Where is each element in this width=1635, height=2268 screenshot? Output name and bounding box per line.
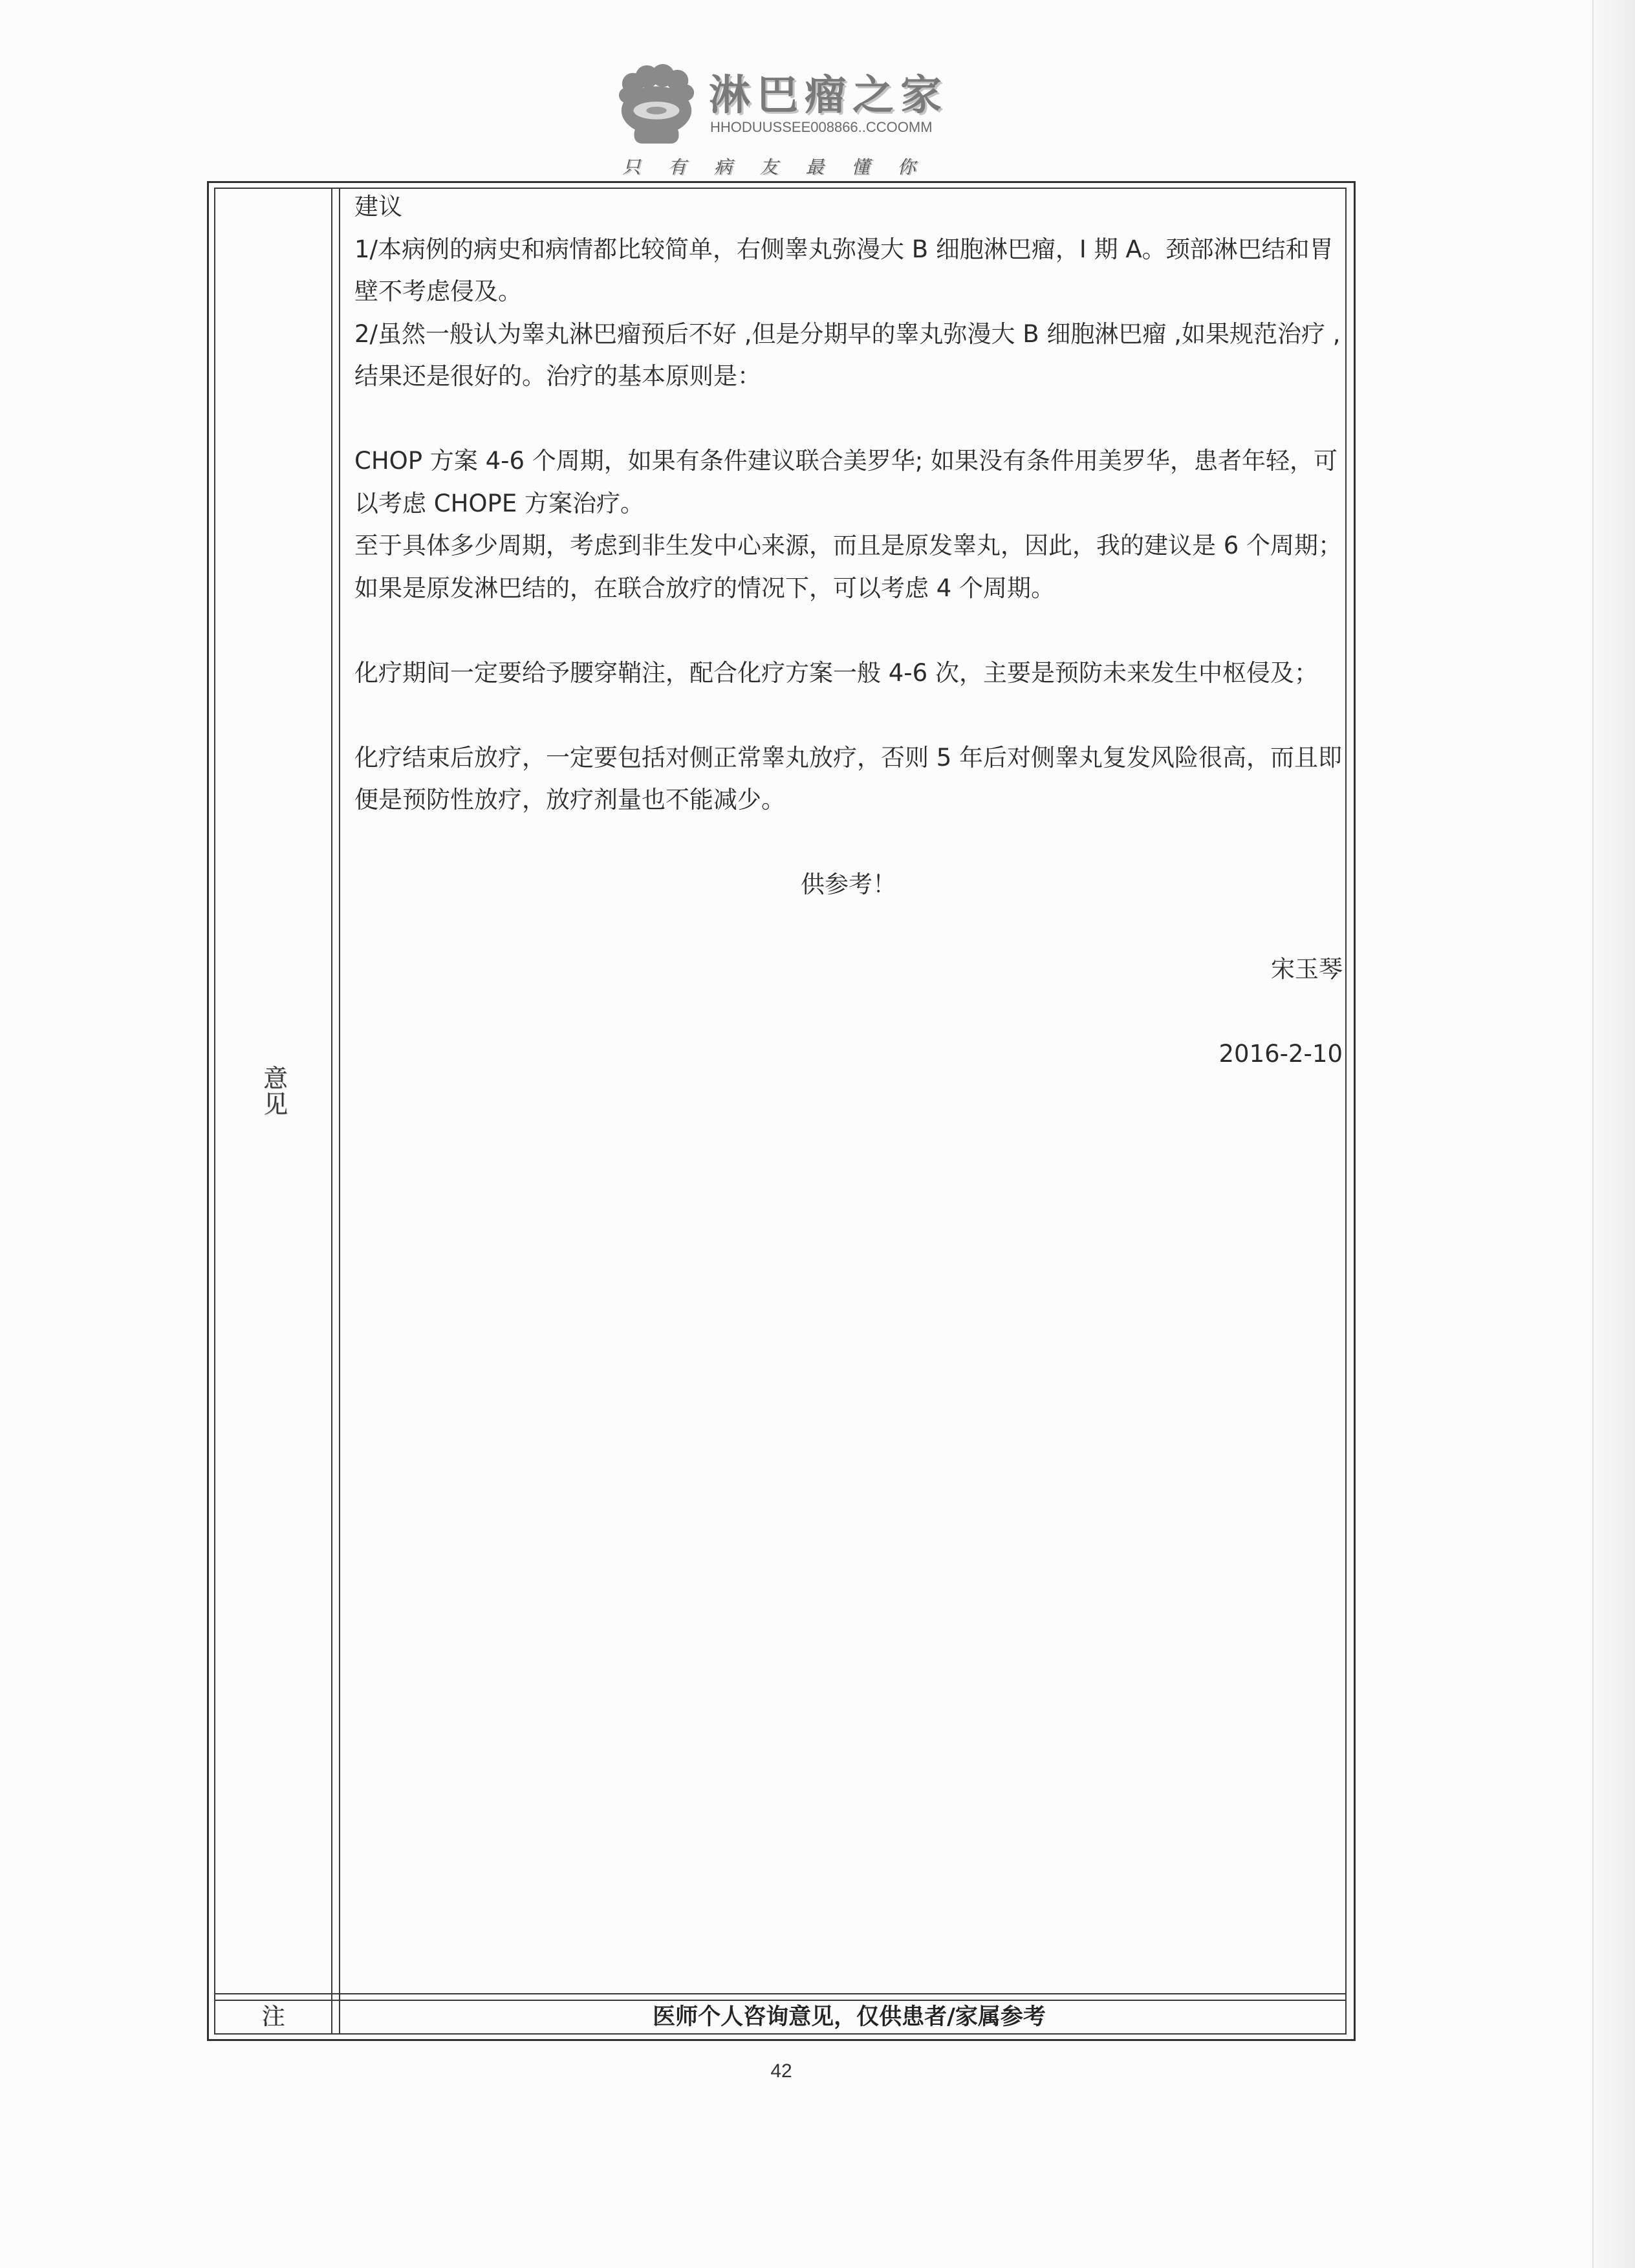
note-row-divider [214, 1993, 1347, 1994]
label-column-divider [339, 188, 340, 2035]
opinion-paragraph [354, 440, 1343, 609]
opinion-label: 意见 [259, 1065, 288, 1117]
opinion-paragraph [354, 737, 1343, 821]
note-label: 注 [261, 2003, 285, 2030]
logo-url: HHODUUSSEE008866..CCOOMM [710, 119, 933, 135]
opinion-line: CHOP 方案 4-6 个周期，如果有条件建议联合美罗华; 如果没有条件用美罗华，患者年轻，可 [354, 447, 1338, 475]
opinion-line: 结果还是很好的。治疗的基本原则是： [354, 362, 761, 390]
opinion-line: 化疗结束后放疗，一定要包括对侧正常睾丸放疗，否则 5 年后对侧睾丸复发风险很高，而且即 [354, 743, 1343, 772]
note-text: 医师个人咨询意见，仅供患者/家属参考 [653, 2004, 1046, 2030]
opinion-line: 化疗期间一定要给予腰穿鞘注，配合化疗方案一般 4-6 次，主要是预防未来发生中枢侵及； [354, 658, 1318, 687]
opinion-date: 2016-2-10 [1218, 1040, 1343, 1068]
opinion-line: 便是预防性放疗，放疗剂量也不能减少。 [354, 786, 785, 814]
opinion-line: 以考虑 CHOPE 方案治疗。 [354, 489, 644, 517]
opinion-closing: 供参考！ [801, 870, 896, 898]
doctor-signature: 宋玉琴 [1271, 955, 1343, 983]
logo-slogan: 只 有 病 友 最 懂 你 [622, 157, 927, 178]
opinion-label-cell [215, 189, 331, 1993]
opinion-line: 壁不考虑侵及。 [354, 277, 522, 305]
logo-title: 淋巴瘤之家 [709, 72, 948, 120]
label-column-divider [331, 188, 332, 2035]
opinion-content [354, 186, 1343, 1075]
opinion-heading: 建议 [354, 193, 402, 221]
opinion-line: 1/本病例的病史和病情都比较简单，右侧睾丸弥漫大 B 细胞淋巴瘤，I 期 A。颈部淋巴结和胃 [354, 235, 1334, 263]
opinion-paragraph [354, 228, 1343, 398]
opinion-paragraph [354, 652, 1343, 695]
page-number: 42 [770, 2060, 792, 2082]
scan-edge-shadow [1592, 0, 1635, 2268]
opinion-line: 如果是原发淋巴结的，在联合放疗的情况下，可以考虑 4 个周期。 [354, 574, 1056, 602]
opinion-line: 2/虽然一般认为睾丸淋巴瘤预后不好 ,但是分期早的睾丸弥漫大 B 细胞淋巴瘤 ,如果规范治疗 , [354, 319, 1341, 348]
logo-mark-icon [615, 63, 698, 146]
opinion-line: 至于具体多少周期，考虑到非生发中心来源，而且是原发睾丸，因此，我的建议是 6 个周期； [354, 532, 1343, 559]
